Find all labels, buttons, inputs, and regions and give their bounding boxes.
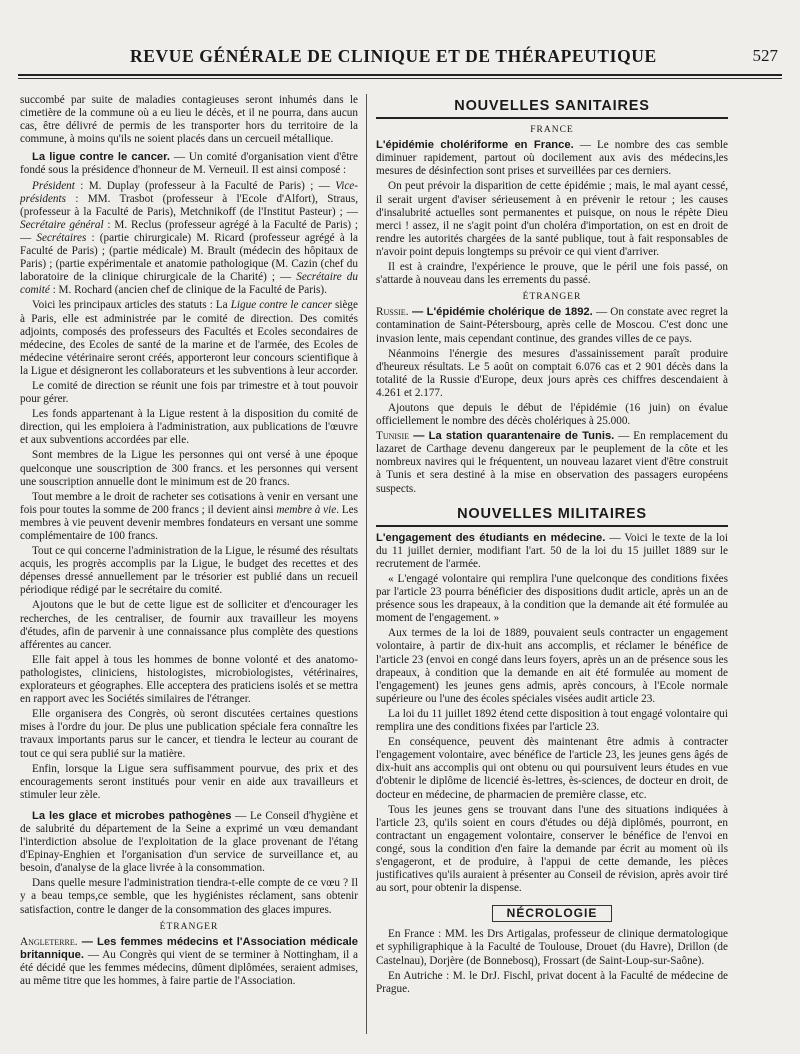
paragraph-congres: Elle organisera des Congrès, où seront discutées certaines questions mises à l'ordre du jour. De plus une publication spéciale fera connaître les travaux importants parus sur le cancer, et tiendra le lecteur au courant de tout ce qui sera publié sur la matière.	[20, 708, 358, 760]
paragraph-quote: « L'engagé volontaire qui remplira l'une quelconque des conditions fixées par l'article 23 pourra bénéficier des dispositions dudit article, après un an de présence sous les drapeaux, à la condition que la demande ait été formulée au moment de l'engagement. »	[376, 573, 728, 625]
paragraph-prevoir: On peut prévoir la disparition de cette épidémie ; mais, le mal ayant cessé, il serait urgent d'aviser sérieusement à en prévenir le retour ; les causes d'insalubrité actuelles sont permanentes et puisque, on nous le répète Dieu merci ! assez, il ne s'agit point d'un choléra d'importation, on est en droit de rendre les autorités chargées de la santé publique, tout à fait responsables de n'avoir point depuis longtemps su prévoir ce qui vient d'arriver.	[376, 180, 728, 258]
article-heading: L'engagement des étudiants en médecine.	[376, 531, 606, 544]
paragraph-membres: Sont membres de la Ligue les personnes qui ont versé à une époque quelconque une souscription de 300 francs. et les personnes qui versent une souscription annuelle dont le minimum est de 20 francs.	[20, 449, 358, 488]
journal-title: REVUE GÉNÉRALE DE CLINIQUE ET DE THÉRAPEUTIQUE	[130, 46, 657, 66]
paragraph-neanmoins: Néanmoins l'énergie des mesures d'assainissement paraît produire d'heureux résultats. Le 5 août on comptait 6.076 cas et 2 901 décès dans la totalité de la Russie d'Europe, deux jours après ces chiffres descendaient à 4.261 et 2.177.	[376, 347, 728, 399]
section-label-etranger: ÉTRANGER	[159, 921, 219, 932]
paragraph-consequence: En conséquence, peuvent dès maintenant être admis à contracter l'engagement volontaire, avec bénéfice de l'article 23, les jeunes gens âgés de dix-huit ans accomplis qui ont obtenu ou qui poursuivent leurs études en vue d'obtenir le diplôme de licencié ès-lettres, ès-sciences, de docteur en droit, de docteur en médecine, de pharmacien de première classe, etc.	[376, 736, 728, 801]
paragraph-enfin: Enfin, lorsque la Ligue sera suffisamment pourvue, des prix et des encouragements seront institués pour venir en aide aux travailleurs et stimuler leur zèle.	[20, 762, 358, 801]
paragraph-but: Ajoutons que le but de cette ligue est de solliciter et d'encourager les recherches, de les centraliser, de fournir aux travailleur les moyens d'études, afin de parvenir à une connaissance plus complète des questions afférentes au cancer.	[20, 599, 358, 651]
paragraph-statuts: Voici les principaux articles des statuts : La Ligue contre le cancer siège à Paris, elle est administrée par le comité de direction. Des comités adjoints, composés des professeurs des Facultés et Ecoles secondaires de médecine, des Ecoles de santé de la marine et de l'armée, des Ecoles de médecine vétérinaire seront créés, apporteront leur concours scientifique à la Ligue et désigneront les collaborateurs et les subventions à leur accorder.	[20, 299, 358, 377]
header-rule-thin	[18, 78, 782, 79]
section-title-militaires: NOUVELLES MILITAIRES	[376, 508, 728, 527]
article-heading: — La station quarantenaire de Tunis.	[409, 430, 615, 443]
article-angleterre: Angleterre. — Les femmes médecins et l'Association médicale britannique. — Au Congrès qui vient de se terminer à Nottingham, il a été décidé que les femmes médecins, dûment diplômées, seraient admises, au même titre que les hommes, à faire partie de l'Association.	[20, 935, 358, 987]
section-label-etranger: ÉTRANGER	[522, 292, 582, 303]
article-cholera-france: L'épidémie cholériforme en France. — Le nombre des cas semble diminuer rapidement, partout où docilement aux avis des médecins,les mesures de désinfection sont prises et surveillées par ces derniers.	[376, 139, 728, 178]
article-tunisie: Tunisie — La station quarantenaire de Tunis. — En remplacement du lazaret de Carthage devenu dangereux par le peuplement de la côte et les nombreux navires qui le fréquentent, un nouveau lazaret vient d'être construit à Tunis et sera destiné à la mise en observation des passagers européens suspects.	[376, 430, 728, 495]
article-engagement: L'engagement des étudiants en médecine. — Voici le texte de la loi du 11 juillet dernier, modifiant l'art. 50 de la loi du 15 juillet 1889 sur le recrutement de l'armée.	[376, 531, 728, 570]
article-ligue-cancer: La ligue contre le cancer. — Un comité d'organisation vient d'être fondé sous la présidence d'honneur de M. Verneuil. Il est ainsi composé :	[20, 151, 358, 177]
country-label: Angleterre.	[20, 935, 78, 948]
committee-list: Président : M. Duplay (professeur à la Faculté de Paris) ; — Vice-présidents : MM. Trasbot (professeur à l'Ecole d'Alfort), Straus, (professeur à la Faculté de Paris), Metchnikoff (de l'Institut Pasteur) ; — Secrétaire général : M. Reclus (professeur agrégé à la Faculté de Paris) ; — Secrétaires : (partie chirurgicale) M. Ricard (professeur agrégé à la Faculté de Paris) ; (partie médicale) M. Brault (médecin des hôpitaux de Paris) ; (partie expérimentale et anatomie pathologique (M. Cazin (chef du laboratoire de la clinique chirurgicale de la Charité) ; — Secrétaire du comité : M. Rochard (ancien chef de clinique de la Faculté de Paris).	[20, 179, 358, 297]
section-title-sanitaires: NOUVELLES SANITAIRES	[376, 100, 728, 119]
paragraph-ajoutons: Ajoutons que depuis le début de l'épidémie (16 juin) on évalue officiellement le nombre des décès cholériques à 25.000.	[376, 401, 728, 428]
paragraph-quelle-mesure: Dans quelle mesure l'administration tiendra-t-elle compte de ce vœu ? Il y a beau temps,ce semble, que les hygiénistes réclament, sans obtenir satisfaction, contre le danger de la consommation des glaces impures.	[20, 877, 358, 916]
column-divider	[366, 94, 367, 1034]
paragraph-loi-1892: La loi du 11 juillet 1892 étend cette disposition à tout engagé volontaire qui remplira une des conditions fixées par l'article 23.	[376, 707, 728, 734]
article-heading: La ligue contre le cancer.	[32, 151, 170, 164]
page-number: 527	[752, 46, 778, 65]
paragraph-aux-termes: Aux termes de la loi de 1889, pouvaient seuls contracter un engagement volontaire, à partir de dix-huit ans accomplis, et réclamer le bénéfice de l'article 23 (envoi en congé dans leurs foyers, après un an de présence sous les drapeaux, à condition que la demande en ait été formulée au moment de l'engagement) les jeunes gens admis, après concours, à l'Ecole normale supérieure ou l'une des écoles spéciales visées audit article 23.	[376, 627, 728, 705]
paragraph-intro: succombé par suite de maladies contagieuses seront inhumés dans le cimetière de la commune où a eu lieu le décès, et il ne pourra, dans aucun cas, être délivré de permis de les transporter hors du territoire de la commune, à moins qu'ils ne soient placés dans un cercueil métallique.	[20, 94, 358, 146]
header-rule	[18, 74, 782, 76]
article-heading: La les glace et microbes pathogènes	[32, 809, 232, 822]
article-heading: — Les femmes médecins et l'Association médicale britannique.	[20, 935, 358, 961]
article-glace-microbes: La les glace et microbes pathogènes — Le Conseil d'hygiène et de salubrité du département de la Seine a exprimé un vœu demandant l'interdiction absolue de l'exploitation de la glace provenant de l'étang d'Epinay-Enghien et l'organisation d'un service de surveillance et, au besoin, d'analyse de la glace livrée à la consommation.	[20, 809, 358, 875]
paragraph-racheter: Tout membre a le droit de racheter ses cotisations à venir en versant une fois pour toutes la somme de 200 francs ; il devient ainsi membre à vie. Les membres à vie peuvent devenir membres fondateurs en versant une somme complémentaire de 100 francs.	[20, 490, 358, 542]
article-heading: L'épidémie cholériforme en France.	[376, 139, 574, 152]
paragraph-comite: Le comité de direction se réunit une fois par trimestre et à tout pouvoir pour gérer.	[20, 379, 358, 406]
section-label-france: FRANCE	[530, 125, 574, 136]
paragraph-administration: Tout ce qui concerne l'administration de la Ligue, le résumé des résultats acquis, les progrès accomplis par la Ligue, le budget des recettes et des dépenses dressé annuellement par le trésorier est publié dans un recueil périodique rédigé par le secrétaire du comité.	[20, 545, 358, 597]
right-column	[376, 94, 728, 1044]
paragraph-fonds: Les fonds appartenant à la Ligue restent à la disposition du comité de direction, qui les emploiera à l'administration, aux publications de l'œuvre et aux subventions accordées par elle.	[20, 408, 358, 447]
country-label: Tunisie	[376, 430, 410, 443]
paragraph-necro-france: En France : MM. les Drs Artigalas, professeur de clinique dermatologique et syphiligraphique à la Faculté de Toulouse, Drouet (du Havre), Drillon (de Castelnau), Dorjère (de Bonnebosq), Frossart (de Saint-Loup-sur-Saône).	[376, 928, 728, 967]
paragraph-craindre: Il est à craindre, l'expérience le prouve, que le péril une fois passé, on s'attarde à nouveau dans les errements du passé.	[376, 261, 728, 287]
section-title-necrologie: NÉCROLOGIE	[376, 905, 728, 922]
paragraph-tous: Tous les jeunes gens se trouvant dans l'une des situations indiquées à l'article 23, qu'ils soient en cours d'études ou déjà diplômés, pourront, en contractant un engagement volontaire, conserver le bénéfice de l'envoi en congé, sous la condition d'en faire la demande par écrit au moment où ils s'engageront, et de produire, à l'appui de cette demande, les pièces justificatives qu'ils auraient à présenter au Conseil de révision, après avoir tiré au sort, pour obtenir la dispense.	[376, 803, 728, 895]
paragraph-appel: Elle fait appel à tous les hommes de bonne volonté et des anatomo-pathologistes, cliniciens, histologistes, microbiologistes, vétérinaires, explorateurs et géographes. Elle acceptera des praticiens isolés et se mettra en rapport avec les Sociétés similaires de l'étranger.	[20, 653, 358, 706]
paragraph-necro-autriche: En Autriche : M. le DrJ. Fischl, privat docent à la Faculté de médecine de Prague.	[376, 969, 728, 995]
article-russie: Russie. — L'épidémie cholérique de 1892. — On constate avec regret la contamination de Saint-Pétersbourg, après celle de Moscou. C'est donc une invasion lente, mais cependant continue, des grandes villes de ce pays.	[376, 306, 728, 345]
article-heading: — L'épidémie cholérique de 1892.	[408, 306, 593, 319]
left-column	[20, 94, 358, 1044]
running-header	[18, 40, 782, 70]
country-label: Russie.	[376, 306, 409, 319]
